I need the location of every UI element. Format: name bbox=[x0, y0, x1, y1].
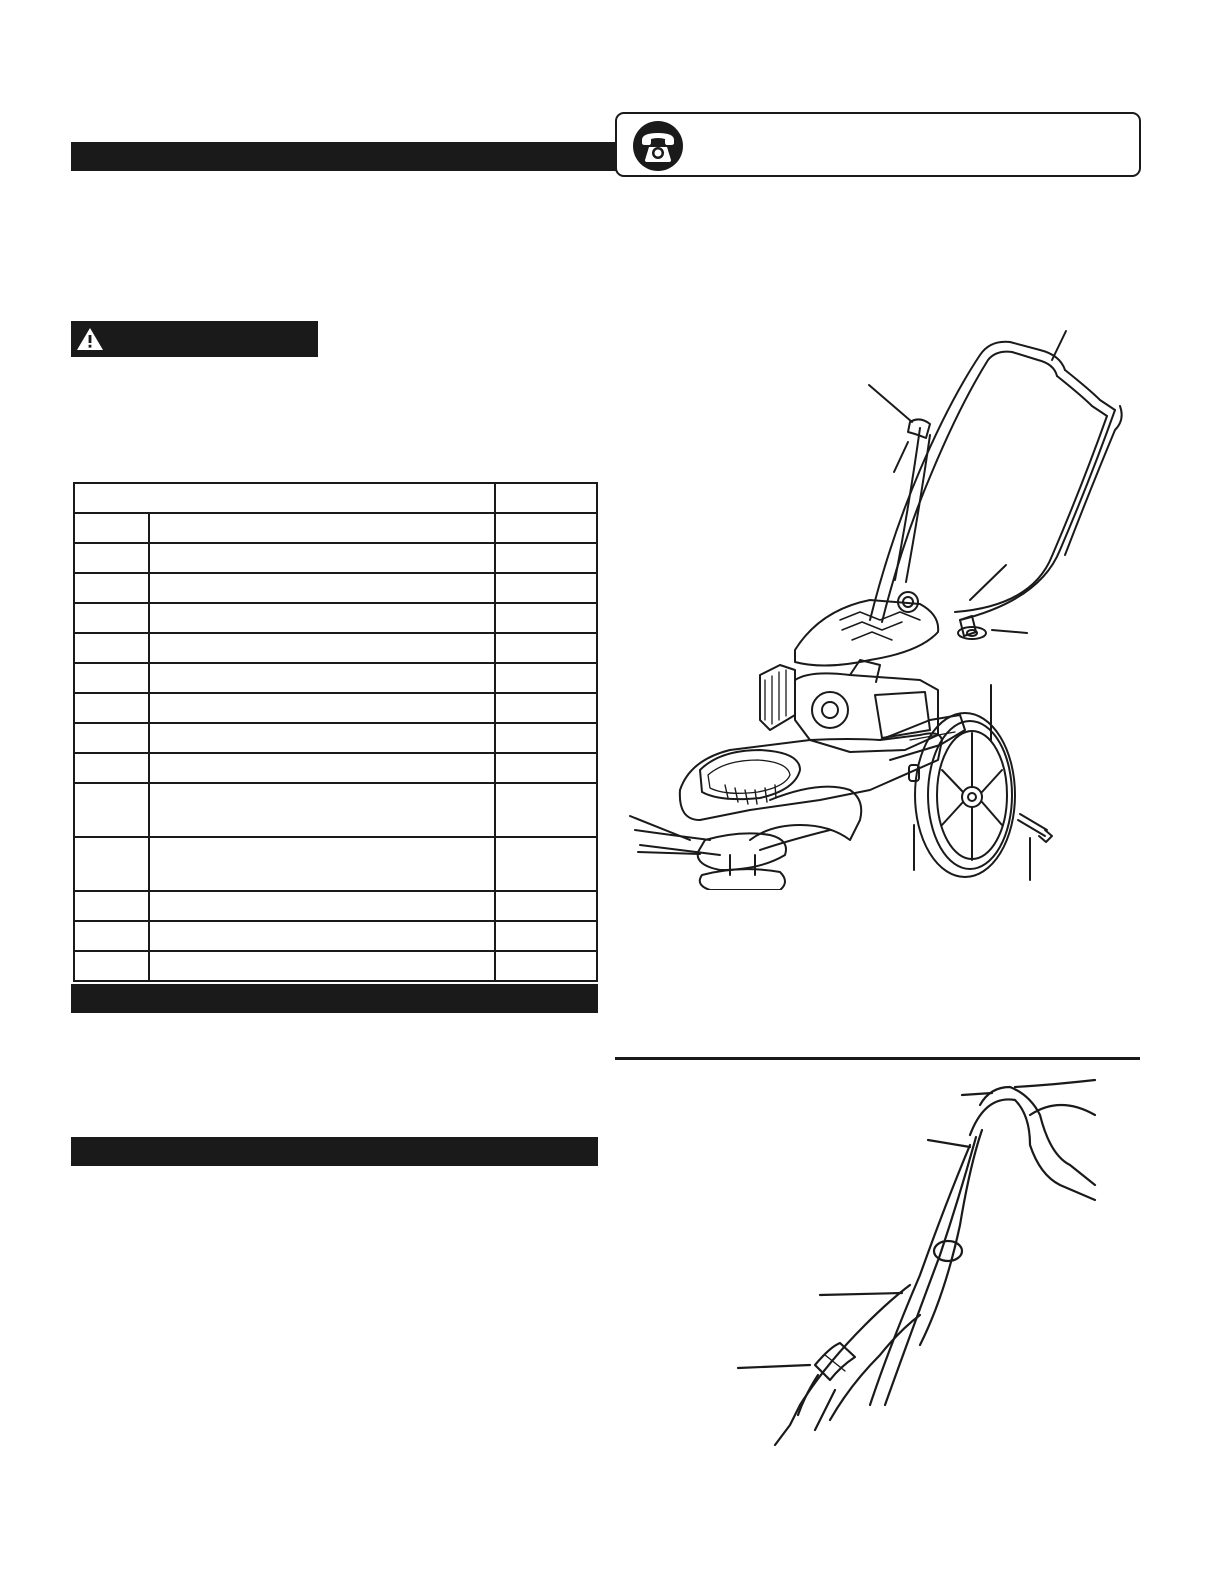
table-cell bbox=[495, 891, 597, 921]
table-cell bbox=[495, 783, 597, 837]
table-cell bbox=[149, 753, 495, 783]
table-row bbox=[74, 663, 597, 693]
table-cell bbox=[74, 513, 149, 543]
table-cell bbox=[74, 723, 149, 753]
table-cell bbox=[495, 603, 597, 633]
table-cell bbox=[149, 633, 495, 663]
warning-triangle-icon bbox=[76, 327, 104, 351]
table-cell bbox=[149, 723, 495, 753]
table-row bbox=[74, 783, 597, 837]
table-row bbox=[74, 837, 597, 891]
table-header-row bbox=[74, 483, 597, 513]
table-cell bbox=[149, 891, 495, 921]
table-cell bbox=[74, 603, 149, 633]
table-cell bbox=[74, 921, 149, 951]
table-cell bbox=[149, 921, 495, 951]
table-cell bbox=[495, 543, 597, 573]
table-cell bbox=[74, 837, 149, 891]
trimmer-illustration bbox=[620, 320, 1140, 890]
table-cell bbox=[149, 573, 495, 603]
table-cell bbox=[495, 573, 597, 603]
section-bar-1-text bbox=[71, 990, 79, 1007]
table-row bbox=[74, 543, 597, 573]
table-cell bbox=[74, 663, 149, 693]
table-cell bbox=[495, 753, 597, 783]
table-cell bbox=[149, 837, 495, 891]
table-cell bbox=[149, 951, 495, 981]
table-cell bbox=[74, 633, 149, 663]
table-cell bbox=[495, 693, 597, 723]
table-cell bbox=[149, 513, 495, 543]
table-row bbox=[74, 693, 597, 723]
table-cell bbox=[74, 753, 149, 783]
table-header-cell bbox=[495, 483, 597, 513]
warning-bar bbox=[71, 321, 318, 357]
parts-table bbox=[73, 482, 598, 982]
table-cell bbox=[149, 693, 495, 723]
table-row bbox=[74, 723, 597, 753]
help-box bbox=[615, 112, 1141, 177]
section-bar-2-text bbox=[71, 1143, 79, 1160]
table-cell bbox=[74, 951, 149, 981]
table-cell bbox=[74, 543, 149, 573]
table-row bbox=[74, 603, 597, 633]
table-row bbox=[74, 633, 597, 663]
table-cell bbox=[149, 603, 495, 633]
table-header-cell bbox=[74, 483, 495, 513]
section-bar-2 bbox=[71, 1137, 598, 1166]
table-row bbox=[74, 891, 597, 921]
table-cell bbox=[495, 951, 597, 981]
table-cell bbox=[495, 921, 597, 951]
table-cell bbox=[149, 663, 495, 693]
table-row bbox=[74, 951, 597, 981]
table-row bbox=[74, 921, 597, 951]
table-cell bbox=[495, 513, 597, 543]
table-cell bbox=[495, 723, 597, 753]
unpacking-header-text bbox=[71, 148, 79, 165]
telephone-icon bbox=[632, 120, 684, 172]
table-cell bbox=[149, 783, 495, 837]
table-cell bbox=[495, 663, 597, 693]
table-cell bbox=[74, 891, 149, 921]
table-cell bbox=[495, 837, 597, 891]
unpacking-header-bar bbox=[71, 142, 619, 171]
section-bar-1 bbox=[71, 984, 598, 1013]
table-row bbox=[74, 573, 597, 603]
table-cell bbox=[74, 573, 149, 603]
figure-divider bbox=[615, 1057, 1140, 1060]
table-row bbox=[74, 753, 597, 783]
table-cell bbox=[74, 693, 149, 723]
handle-detail-illustration bbox=[730, 1075, 1110, 1455]
table-row bbox=[74, 513, 597, 543]
table-cell bbox=[495, 633, 597, 663]
table-cell bbox=[149, 543, 495, 573]
table-cell bbox=[74, 783, 149, 837]
